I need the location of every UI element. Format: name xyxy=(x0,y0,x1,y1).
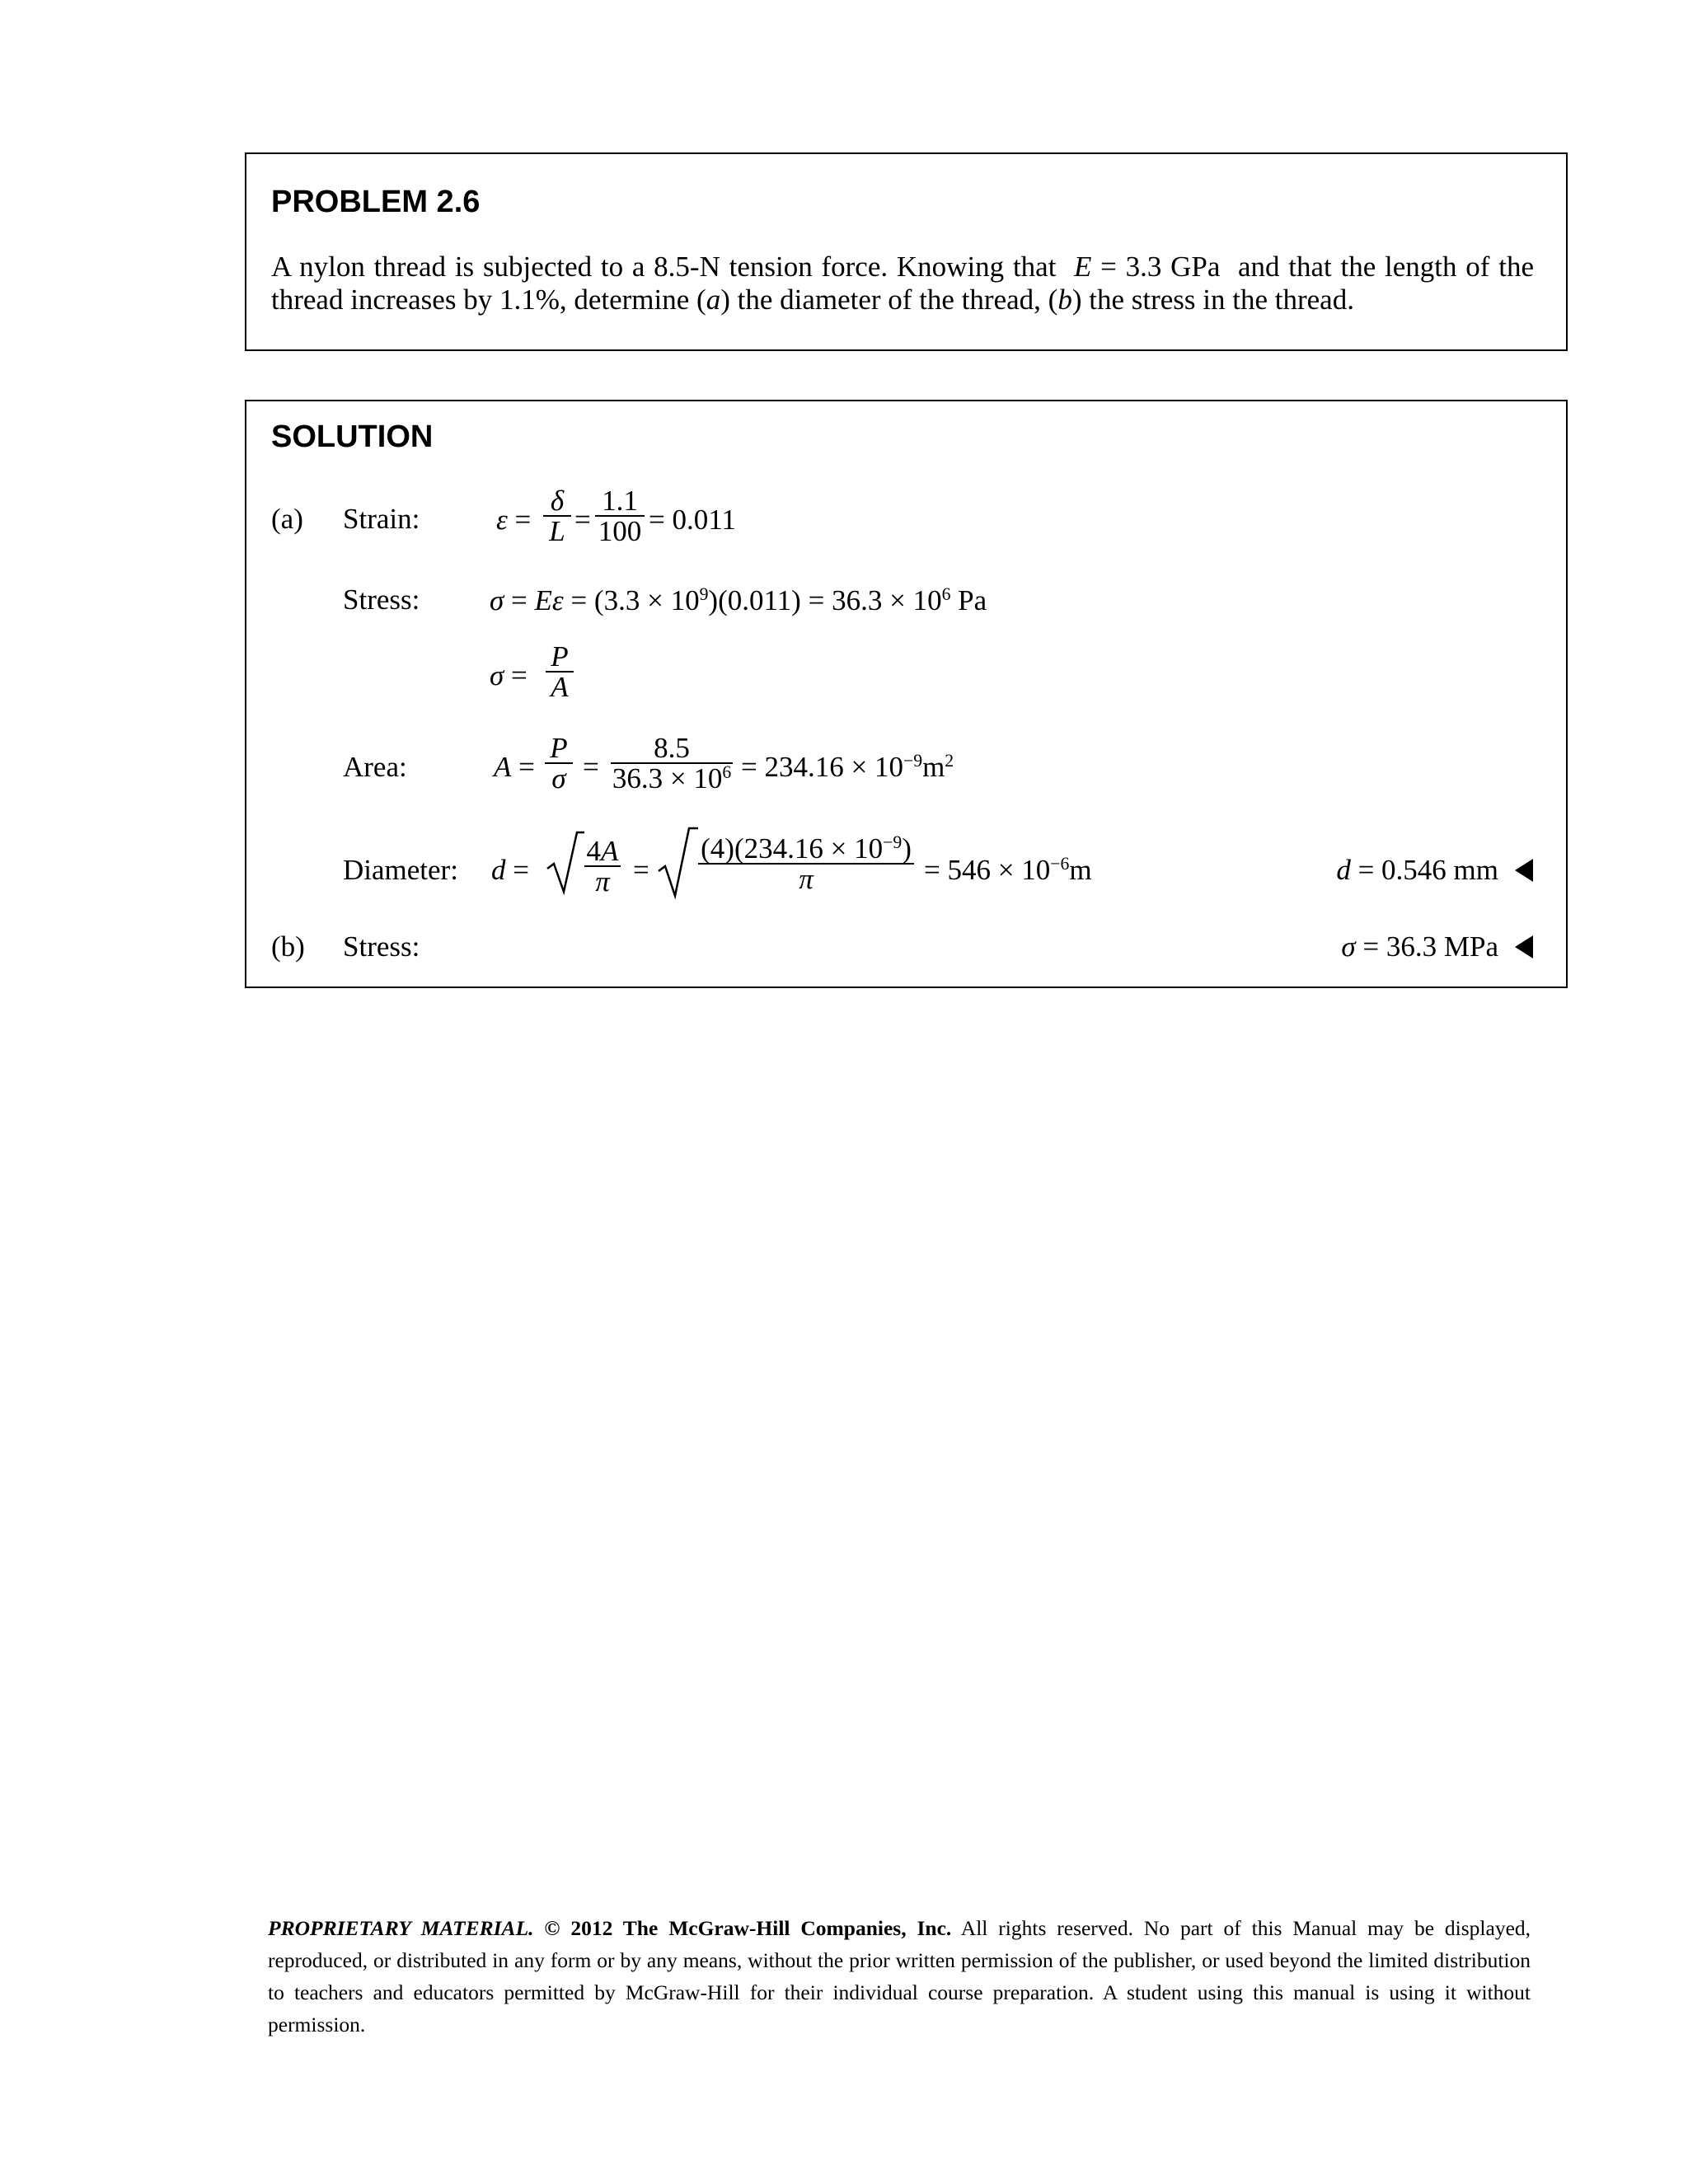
problem-title: PROBLEM 2.6 xyxy=(271,185,481,219)
stress-expression: $\sigma = E\varepsilon = (3.3 \times 10^9)(0.011) = 36.3 \times 10^6$ Pa xyxy=(490,584,987,616)
answer-marker-icon xyxy=(1515,935,1533,958)
diameter-label: Diameter: xyxy=(343,854,458,886)
part-b-label: (b) xyxy=(271,930,305,963)
answer-marker-icon xyxy=(1515,859,1533,882)
strain-frac2-num: 1.1 xyxy=(602,485,638,517)
area-fraction-p-over-sigma xyxy=(545,733,573,793)
diameter-answer-text: d = 0.546 mm xyxy=(1336,854,1498,886)
sqrt-symbol-1 xyxy=(547,831,584,897)
diameter-fraction-4a-over-pi xyxy=(584,837,621,896)
problem-box xyxy=(245,152,1568,351)
area-label: Area: xyxy=(343,751,407,783)
diameter-answer xyxy=(1336,855,1533,884)
area-frac1-den: σ xyxy=(551,762,566,794)
stress-relation-den: A xyxy=(551,671,569,703)
problem-statement xyxy=(271,251,1534,316)
stress-relation-num: P xyxy=(551,640,569,673)
diameter-frac1-den: π xyxy=(595,865,610,898)
stress-relation-fraction xyxy=(546,642,574,701)
diameter-frac1-num: 4A xyxy=(586,835,619,867)
stress-label: Stress: xyxy=(343,583,420,616)
strain-frac1-num: δ xyxy=(550,485,565,517)
strain-lhs: ε = xyxy=(496,504,532,536)
diameter-equals: = xyxy=(633,854,649,886)
diameter-fraction-values xyxy=(698,834,914,893)
diameter-frac2-num: $(4)(234.16 \times 10^{-9})$ xyxy=(701,832,912,865)
strain-frac2-den: 100 xyxy=(598,515,642,547)
stress-b-label: Stress: xyxy=(343,930,420,963)
area-frac2-den: $36.3 \times 10^6$ xyxy=(612,762,732,794)
part-a-label: (a) xyxy=(271,503,303,535)
area-frac1-num: P xyxy=(550,732,568,764)
strain-label: Strain: xyxy=(343,503,420,535)
problem-statement-text: A nylon thread is subjected to a 8.5-N tension force. Knowing that E = 3.3 GPa and that the length of the thread increases by 1.1%, determine (a) the diameter of the thread, (b) the stress in the thread. xyxy=(271,251,1534,316)
strain-fraction-delta-over-l xyxy=(543,486,571,546)
stress-answer xyxy=(1341,932,1533,961)
solution-box xyxy=(245,400,1568,988)
stress-answer-text: σ = 36.3 MPa xyxy=(1341,930,1498,963)
area-result: = $234.16 \times 10^{-9}m^2$ xyxy=(741,751,954,783)
sqrt-symbol-2 xyxy=(659,827,698,899)
strain-equals: = xyxy=(574,504,591,536)
area-fraction-values xyxy=(611,733,733,793)
diameter-result: = $546 \times 10^{-6}m$ xyxy=(924,854,1092,886)
area-equals: = xyxy=(583,751,599,783)
copyright-notice: PROPRIETARY MATERIAL. © 2012 The McGraw-Hill Companies, Inc. All rights reserved. No part of this Manual may be displayed, reproduced, or distributed in any form or by any means, without the prior written permission of the publisher, or used beyond the limited distribution to teachers and educators permitted by McGraw-Hill for their individual course preparation. A student using this manual is using it without permission. xyxy=(268,1916,1531,2036)
strain-result: = 0.011 xyxy=(649,504,736,536)
diameter-frac2-den: π xyxy=(799,863,814,895)
area-frac2-num: 8.5 xyxy=(654,732,690,764)
strain-frac1-den: L xyxy=(549,515,565,547)
diameter-lhs: d = xyxy=(491,854,529,886)
strain-fraction-values xyxy=(595,486,645,546)
area-lhs: A = xyxy=(494,751,535,783)
solution-title: SOLUTION xyxy=(271,419,434,454)
stress-relation-lhs: σ = xyxy=(490,659,528,691)
